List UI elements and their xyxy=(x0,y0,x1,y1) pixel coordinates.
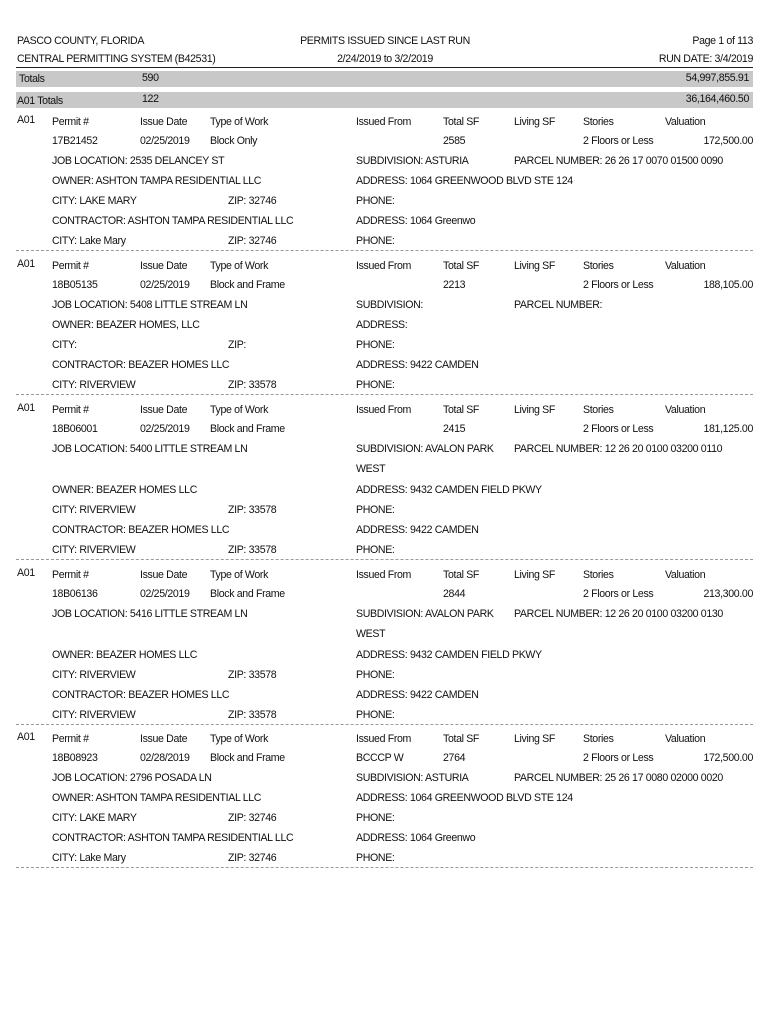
label-stories: Stories xyxy=(583,569,614,581)
contractor-zip: ZIP: 32746 xyxy=(228,235,277,247)
label-total-sf: Total SF xyxy=(443,569,480,581)
label-total-sf: Total SF xyxy=(443,733,480,745)
date-range: 2/24/2019 to 3/2/2019 xyxy=(337,53,433,65)
parcel-number: PARCEL NUMBER: 12 26 20 0100 03200 0110 xyxy=(514,443,723,455)
label-total-sf: Total SF xyxy=(443,260,480,272)
subdivision: SUBDIVISION: ASTURIA xyxy=(356,772,469,784)
parcel-number: PARCEL NUMBER: xyxy=(514,299,603,311)
label-permit: Permit # xyxy=(52,404,89,416)
issue-date: 02/25/2019 xyxy=(140,588,190,600)
subdivision-continued: WEST xyxy=(356,628,386,640)
permit-number: 18B05135 xyxy=(52,279,98,291)
label-issued-from: Issued From xyxy=(356,569,412,581)
owner-city: CITY: LAKE MARY xyxy=(52,812,137,824)
owner-address: ADDRESS: 1064 GREENWOOD BLVD STE 124 xyxy=(356,175,573,187)
owner-name: OWNER: BEAZER HOMES, LLC xyxy=(52,319,200,331)
label-stories: Stories xyxy=(583,733,614,745)
label-permit: Permit # xyxy=(52,569,89,581)
record-code: A01 xyxy=(17,731,35,743)
label-permit: Permit # xyxy=(52,260,89,272)
type-of-work: Block and Frame xyxy=(210,588,285,600)
contractor-phone: PHONE: xyxy=(356,709,395,721)
label-living-sf: Living SF xyxy=(514,260,556,272)
contractor-address: ADDRESS: 1064 Greenwo xyxy=(356,215,476,227)
issue-date: 02/25/2019 xyxy=(140,423,190,435)
contractor-zip: ZIP: 32746 xyxy=(228,852,277,864)
label-type-of-work: Type of Work xyxy=(210,733,269,745)
subdivision-continued: WEST xyxy=(356,463,386,475)
parcel-number: PARCEL NUMBER: 12 26 20 0100 03200 0130 xyxy=(514,608,723,620)
label-stories: Stories xyxy=(583,404,614,416)
label-issue-date: Issue Date xyxy=(140,404,188,416)
owner-address: ADDRESS: 9432 CAMDEN FIELD PKWY xyxy=(356,484,542,496)
contractor-phone: PHONE: xyxy=(356,235,395,247)
contractor-address: ADDRESS: 9422 CAMDEN xyxy=(356,524,479,536)
total-sf: 2213 xyxy=(443,279,466,291)
contractor-city: CITY: RIVERVIEW xyxy=(52,544,136,556)
permit-number: 18B06001 xyxy=(52,423,98,435)
label-living-sf: Living SF xyxy=(514,733,556,745)
a01-totals-value: 36,164,460.50 xyxy=(685,93,749,105)
page-number: Page 1 of 113 xyxy=(692,35,753,47)
contractor-zip: ZIP: 33578 xyxy=(228,544,277,556)
record-separator xyxy=(16,559,753,560)
contractor-city: CITY: Lake Mary xyxy=(52,235,126,247)
valuation: 172,500.00 xyxy=(703,135,753,147)
contractor-name: CONTRACTOR: BEAZER HOMES LLC xyxy=(52,359,230,371)
owner-zip: ZIP: 33578 xyxy=(228,504,277,516)
label-valuation: Valuation xyxy=(665,116,706,128)
issue-date: 02/28/2019 xyxy=(140,752,190,764)
a01-totals-count: 122 xyxy=(142,93,159,105)
permit-number: 18B06136 xyxy=(52,588,98,600)
label-issued-from: Issued From xyxy=(356,116,412,128)
label-issued-from: Issued From xyxy=(356,260,412,272)
owner-zip: ZIP: 32746 xyxy=(228,812,277,824)
parcel-number: PARCEL NUMBER: 26 26 17 0070 01500 0090 xyxy=(514,155,723,167)
type-of-work: Block and Frame xyxy=(210,279,285,291)
issued-from: BCCCP W xyxy=(356,752,404,764)
label-living-sf: Living SF xyxy=(514,404,556,416)
label-permit: Permit # xyxy=(52,116,89,128)
record-code: A01 xyxy=(17,114,35,126)
totals-label: Totals xyxy=(19,73,45,85)
subdivision: SUBDIVISION: ASTURIA xyxy=(356,155,469,167)
label-type-of-work: Type of Work xyxy=(210,116,269,128)
label-issue-date: Issue Date xyxy=(140,569,188,581)
valuation: 213,300.00 xyxy=(703,588,753,600)
label-stories: Stories xyxy=(583,260,614,272)
stories: 2 Floors or Less xyxy=(583,752,654,764)
type-of-work: Block Only xyxy=(210,135,258,147)
owner-address: ADDRESS: 1064 GREENWOOD BLVD STE 124 xyxy=(356,792,573,804)
totals-band xyxy=(16,71,753,87)
owner-city: CITY: xyxy=(52,339,77,351)
totals-count: 590 xyxy=(142,72,159,84)
total-sf: 2764 xyxy=(443,752,466,764)
contractor-zip: ZIP: 33578 xyxy=(228,709,277,721)
job-location: JOB LOCATION: 5400 LITTLE STREAM LN xyxy=(52,443,248,455)
label-issue-date: Issue Date xyxy=(140,116,188,128)
stories: 2 Floors or Less xyxy=(583,423,654,435)
subdivision: SUBDIVISION: AVALON PARK xyxy=(356,608,494,620)
job-location: JOB LOCATION: 2535 DELANCEY ST xyxy=(52,155,225,167)
valuation: 188,105.00 xyxy=(703,279,753,291)
contractor-address: ADDRESS: 9422 CAMDEN xyxy=(356,689,479,701)
label-type-of-work: Type of Work xyxy=(210,404,269,416)
label-issued-from: Issued From xyxy=(356,404,412,416)
contractor-name: CONTRACTOR: BEAZER HOMES LLC xyxy=(52,524,230,536)
total-sf: 2585 xyxy=(443,135,466,147)
a01-totals-band xyxy=(16,92,753,108)
record-separator xyxy=(16,867,753,868)
owner-city: CITY: RIVERVIEW xyxy=(52,669,136,681)
label-valuation: Valuation xyxy=(665,733,706,745)
contractor-phone: PHONE: xyxy=(356,544,395,556)
job-location: JOB LOCATION: 2796 POSADA LN xyxy=(52,772,212,784)
label-valuation: Valuation xyxy=(665,569,706,581)
contractor-phone: PHONE: xyxy=(356,379,395,391)
type-of-work: Block and Frame xyxy=(210,423,285,435)
owner-address: ADDRESS: xyxy=(356,319,408,331)
contractor-city: CITY: Lake Mary xyxy=(52,852,126,864)
label-issued-from: Issued From xyxy=(356,733,412,745)
record-code: A01 xyxy=(17,258,35,270)
label-issue-date: Issue Date xyxy=(140,260,188,272)
label-type-of-work: Type of Work xyxy=(210,569,269,581)
record-code: A01 xyxy=(17,402,35,414)
owner-name: OWNER: BEAZER HOMES LLC xyxy=(52,484,197,496)
owner-phone: PHONE: xyxy=(356,812,395,824)
total-sf: 2844 xyxy=(443,588,466,600)
owner-zip: ZIP: xyxy=(228,339,247,351)
owner-phone: PHONE: xyxy=(356,504,395,516)
run-date: RUN DATE: 3/4/2019 xyxy=(658,53,753,65)
contractor-zip: ZIP: 33578 xyxy=(228,379,277,391)
record-separator xyxy=(16,394,753,395)
subdivision: SUBDIVISION: xyxy=(356,299,424,311)
contractor-city: CITY: RIVERVIEW xyxy=(52,379,136,391)
job-location: JOB LOCATION: 5408 LITTLE STREAM LN xyxy=(52,299,248,311)
permit-number: 18B08923 xyxy=(52,752,98,764)
totals-value: 54,997,855.91 xyxy=(685,72,749,84)
label-type-of-work: Type of Work xyxy=(210,260,269,272)
owner-zip: ZIP: 33578 xyxy=(228,669,277,681)
owner-name: OWNER: BEAZER HOMES LLC xyxy=(52,649,197,661)
label-living-sf: Living SF xyxy=(514,116,556,128)
contractor-address: ADDRESS: 1064 Greenwo xyxy=(356,832,476,844)
contractor-name: CONTRACTOR: ASHTON TAMPA RESIDENTIAL LLC xyxy=(52,215,294,227)
record-separator xyxy=(16,724,753,725)
contractor-address: ADDRESS: 9422 CAMDEN xyxy=(356,359,479,371)
system-name: CENTRAL PERMITTING SYSTEM (B42531) xyxy=(17,53,216,65)
label-stories: Stories xyxy=(583,116,614,128)
label-valuation: Valuation xyxy=(665,260,706,272)
contractor-city: CITY: RIVERVIEW xyxy=(52,709,136,721)
report-title: PERMITS ISSUED SINCE LAST RUN xyxy=(300,35,470,47)
permit-number: 17B21452 xyxy=(52,135,98,147)
label-permit: Permit # xyxy=(52,733,89,745)
header-rule xyxy=(16,67,753,68)
job-location: JOB LOCATION: 5416 LITTLE STREAM LN xyxy=(52,608,248,620)
stories: 2 Floors or Less xyxy=(583,279,654,291)
owner-city: CITY: RIVERVIEW xyxy=(52,504,136,516)
owner-phone: PHONE: xyxy=(356,195,395,207)
parcel-number: PARCEL NUMBER: 25 26 17 0080 02000 0020 xyxy=(514,772,723,784)
issue-date: 02/25/2019 xyxy=(140,279,190,291)
record-code: A01 xyxy=(17,567,35,579)
stories: 2 Floors or Less xyxy=(583,135,654,147)
record-separator xyxy=(16,250,753,251)
owner-address: ADDRESS: 9432 CAMDEN FIELD PKWY xyxy=(356,649,542,661)
label-valuation: Valuation xyxy=(665,404,706,416)
owner-phone: PHONE: xyxy=(356,339,395,351)
type-of-work: Block and Frame xyxy=(210,752,285,764)
contractor-name: CONTRACTOR: BEAZER HOMES LLC xyxy=(52,689,230,701)
owner-zip: ZIP: 32746 xyxy=(228,195,277,207)
contractor-name: CONTRACTOR: ASHTON TAMPA RESIDENTIAL LLC xyxy=(52,832,294,844)
valuation: 172,500.00 xyxy=(703,752,753,764)
contractor-phone: PHONE: xyxy=(356,852,395,864)
a01-totals-label: A01 Totals xyxy=(17,95,63,107)
owner-city: CITY: LAKE MARY xyxy=(52,195,137,207)
label-living-sf: Living SF xyxy=(514,569,556,581)
owner-name: OWNER: ASHTON TAMPA RESIDENTIAL LLC xyxy=(52,175,262,187)
total-sf: 2415 xyxy=(443,423,466,435)
label-total-sf: Total SF xyxy=(443,116,480,128)
issue-date: 02/25/2019 xyxy=(140,135,190,147)
owner-name: OWNER: ASHTON TAMPA RESIDENTIAL LLC xyxy=(52,792,262,804)
county-name: PASCO COUNTY, FLORIDA xyxy=(17,35,145,47)
subdivision: SUBDIVISION: AVALON PARK xyxy=(356,443,494,455)
owner-phone: PHONE: xyxy=(356,669,395,681)
label-issue-date: Issue Date xyxy=(140,733,188,745)
label-total-sf: Total SF xyxy=(443,404,480,416)
valuation: 181,125.00 xyxy=(703,423,753,435)
stories: 2 Floors or Less xyxy=(583,588,654,600)
